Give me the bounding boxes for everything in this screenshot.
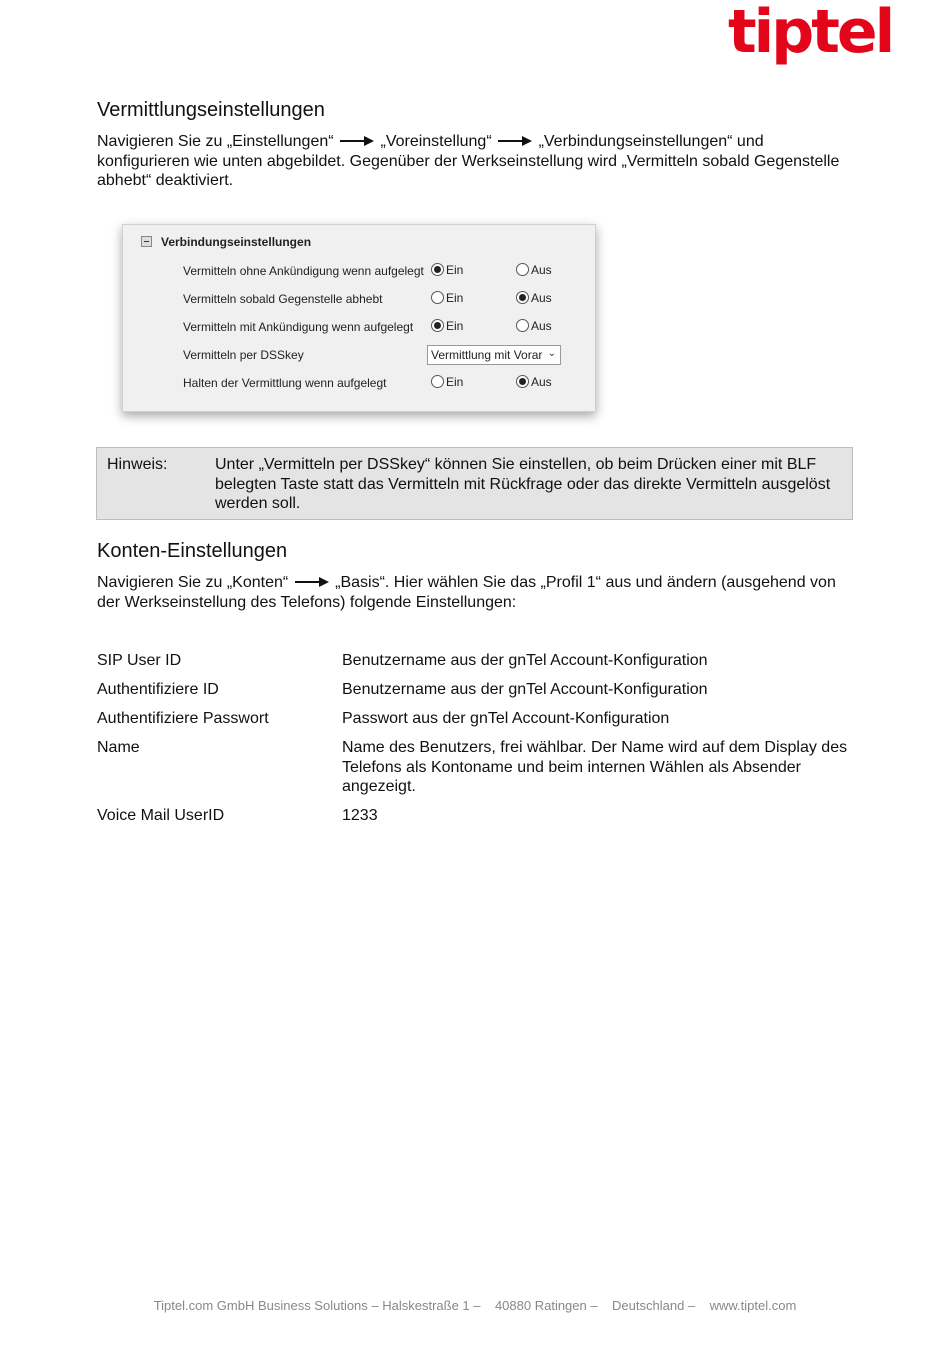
intro-part: „Voreinstellung“	[380, 133, 492, 150]
setting-row	[183, 290, 583, 308]
settings-row	[97, 680, 857, 700]
hint-text: Unter „Vermitteln per DSSkey“ können Sie einstellen, ob beim Drücken einer mit BLF belegten Taste statt das Vermitteln mit Rückfrage oder das direkte Vermitteln ausgelöst werden soll.	[215, 456, 831, 512]
radio-label: Ein	[446, 375, 464, 389]
radio-unchecked-icon	[516, 263, 529, 276]
setting-value: Benutzername aus der gnTel Account-Konfiguration	[342, 652, 708, 669]
setting-key: Name	[97, 739, 140, 756]
radio-label: Aus	[531, 319, 552, 333]
radio-ein[interactable]	[431, 319, 463, 333]
radio-aus[interactable]	[516, 375, 552, 389]
chevron-down-icon: ⌄	[547, 348, 556, 359]
intro-part: Navigieren Sie zu „Konten“	[97, 574, 289, 591]
tiptel-logo: tiptel	[728, 0, 893, 67]
hint-label: Hinweis:	[107, 456, 168, 473]
setting-label: Halten der Vermittlung wenn aufgelegt	[183, 376, 387, 390]
radio-checked-icon	[431, 263, 444, 276]
setting-key: Authentifiziere Passwort	[97, 710, 269, 727]
select-value: Vermittlung mit Vorar	[431, 348, 543, 362]
radio-label: Ein	[446, 319, 464, 333]
setting-key: Authentifiziere ID	[97, 681, 219, 698]
intro-part: „Basis“. Hier wählen Sie das „Profil 1“ aus und ändern (ausgehend von der Werkseinstellung des Telefons) folgende Einstellungen:	[97, 574, 836, 611]
setting-key: Voice Mail UserID	[97, 807, 225, 824]
radio-checked-icon	[516, 375, 529, 388]
setting-value: Name des Benutzers, frei wählbar. Der Name wird auf dem Display des Telefons als Kontoname und beim internen Wählen als Absender angezeigt.	[342, 739, 848, 795]
setting-label: Vermitteln ohne Ankündigung wenn aufgelegt	[183, 264, 424, 278]
arrow-right-icon	[295, 577, 329, 587]
connection-settings-screenshot	[122, 224, 596, 412]
panel-title: Verbindungseinstellungen	[161, 235, 312, 249]
radio-checked-icon	[431, 319, 444, 332]
radio-ein[interactable]	[431, 375, 463, 389]
radio-unchecked-icon	[431, 291, 444, 304]
setting-key: SIP User ID	[97, 652, 182, 669]
radio-ein[interactable]	[431, 263, 463, 277]
setting-row	[183, 374, 583, 392]
radio-label: Ein	[446, 263, 464, 277]
section-intro-vermittlung	[97, 132, 857, 191]
section-title-konten: Konten-Einstellungen	[97, 540, 288, 562]
radio-aus[interactable]	[516, 291, 552, 305]
panel-header	[141, 235, 311, 249]
section-title-vermittlung: Vermittlungseinstellungen	[97, 99, 325, 121]
settings-row	[97, 709, 857, 729]
collapse-icon[interactable]	[141, 236, 152, 247]
setting-value: 1233	[342, 807, 378, 824]
radio-label: Aus	[531, 291, 552, 305]
radio-ein[interactable]	[431, 291, 463, 305]
arrow-right-icon	[340, 136, 374, 146]
hint-box	[96, 447, 853, 520]
setting-label: Vermitteln sobald Gegenstelle abhebt	[183, 292, 383, 306]
settings-row	[97, 806, 857, 826]
radio-aus[interactable]	[516, 263, 552, 277]
settings-row	[97, 651, 857, 671]
setting-row	[183, 262, 583, 280]
radio-label: Aus	[531, 263, 552, 277]
setting-value: Passwort aus der gnTel Account-Konfiguration	[342, 710, 670, 727]
section-intro-konten	[97, 573, 857, 612]
intro-part: „Verbindungseinstellungen“ und konfigurieren wie unten abgebildet. Gegenüber der Werkseinstellung wird „Vermitteln sobald Gegenstelle abhebt“ deaktiviert.	[97, 133, 840, 189]
radio-label: Aus	[531, 375, 552, 389]
arrow-right-icon	[498, 136, 532, 146]
setting-value: Benutzername aus der gnTel Account-Konfiguration	[342, 681, 708, 698]
intro-part: Navigieren Sie zu „Einstellungen“	[97, 133, 334, 150]
setting-row	[183, 318, 583, 336]
setting-row	[183, 346, 583, 364]
setting-label: Vermitteln mit Ankündigung wenn aufgelegt	[183, 320, 414, 334]
setting-label: Vermitteln per DSSkey	[183, 348, 304, 362]
settings-row	[97, 738, 857, 798]
page-footer: Tiptel.com GmbH Business Solutions – Halskestraße 1 – 40880 Ratingen – Deutschland – www.tiptel.com	[153, 1298, 797, 1313]
radio-unchecked-icon	[431, 375, 444, 388]
radio-unchecked-icon	[516, 319, 529, 332]
radio-checked-icon	[516, 291, 529, 304]
radio-aus[interactable]	[516, 319, 552, 333]
dsskey-select[interactable]	[427, 345, 561, 365]
radio-label: Ein	[446, 291, 464, 305]
